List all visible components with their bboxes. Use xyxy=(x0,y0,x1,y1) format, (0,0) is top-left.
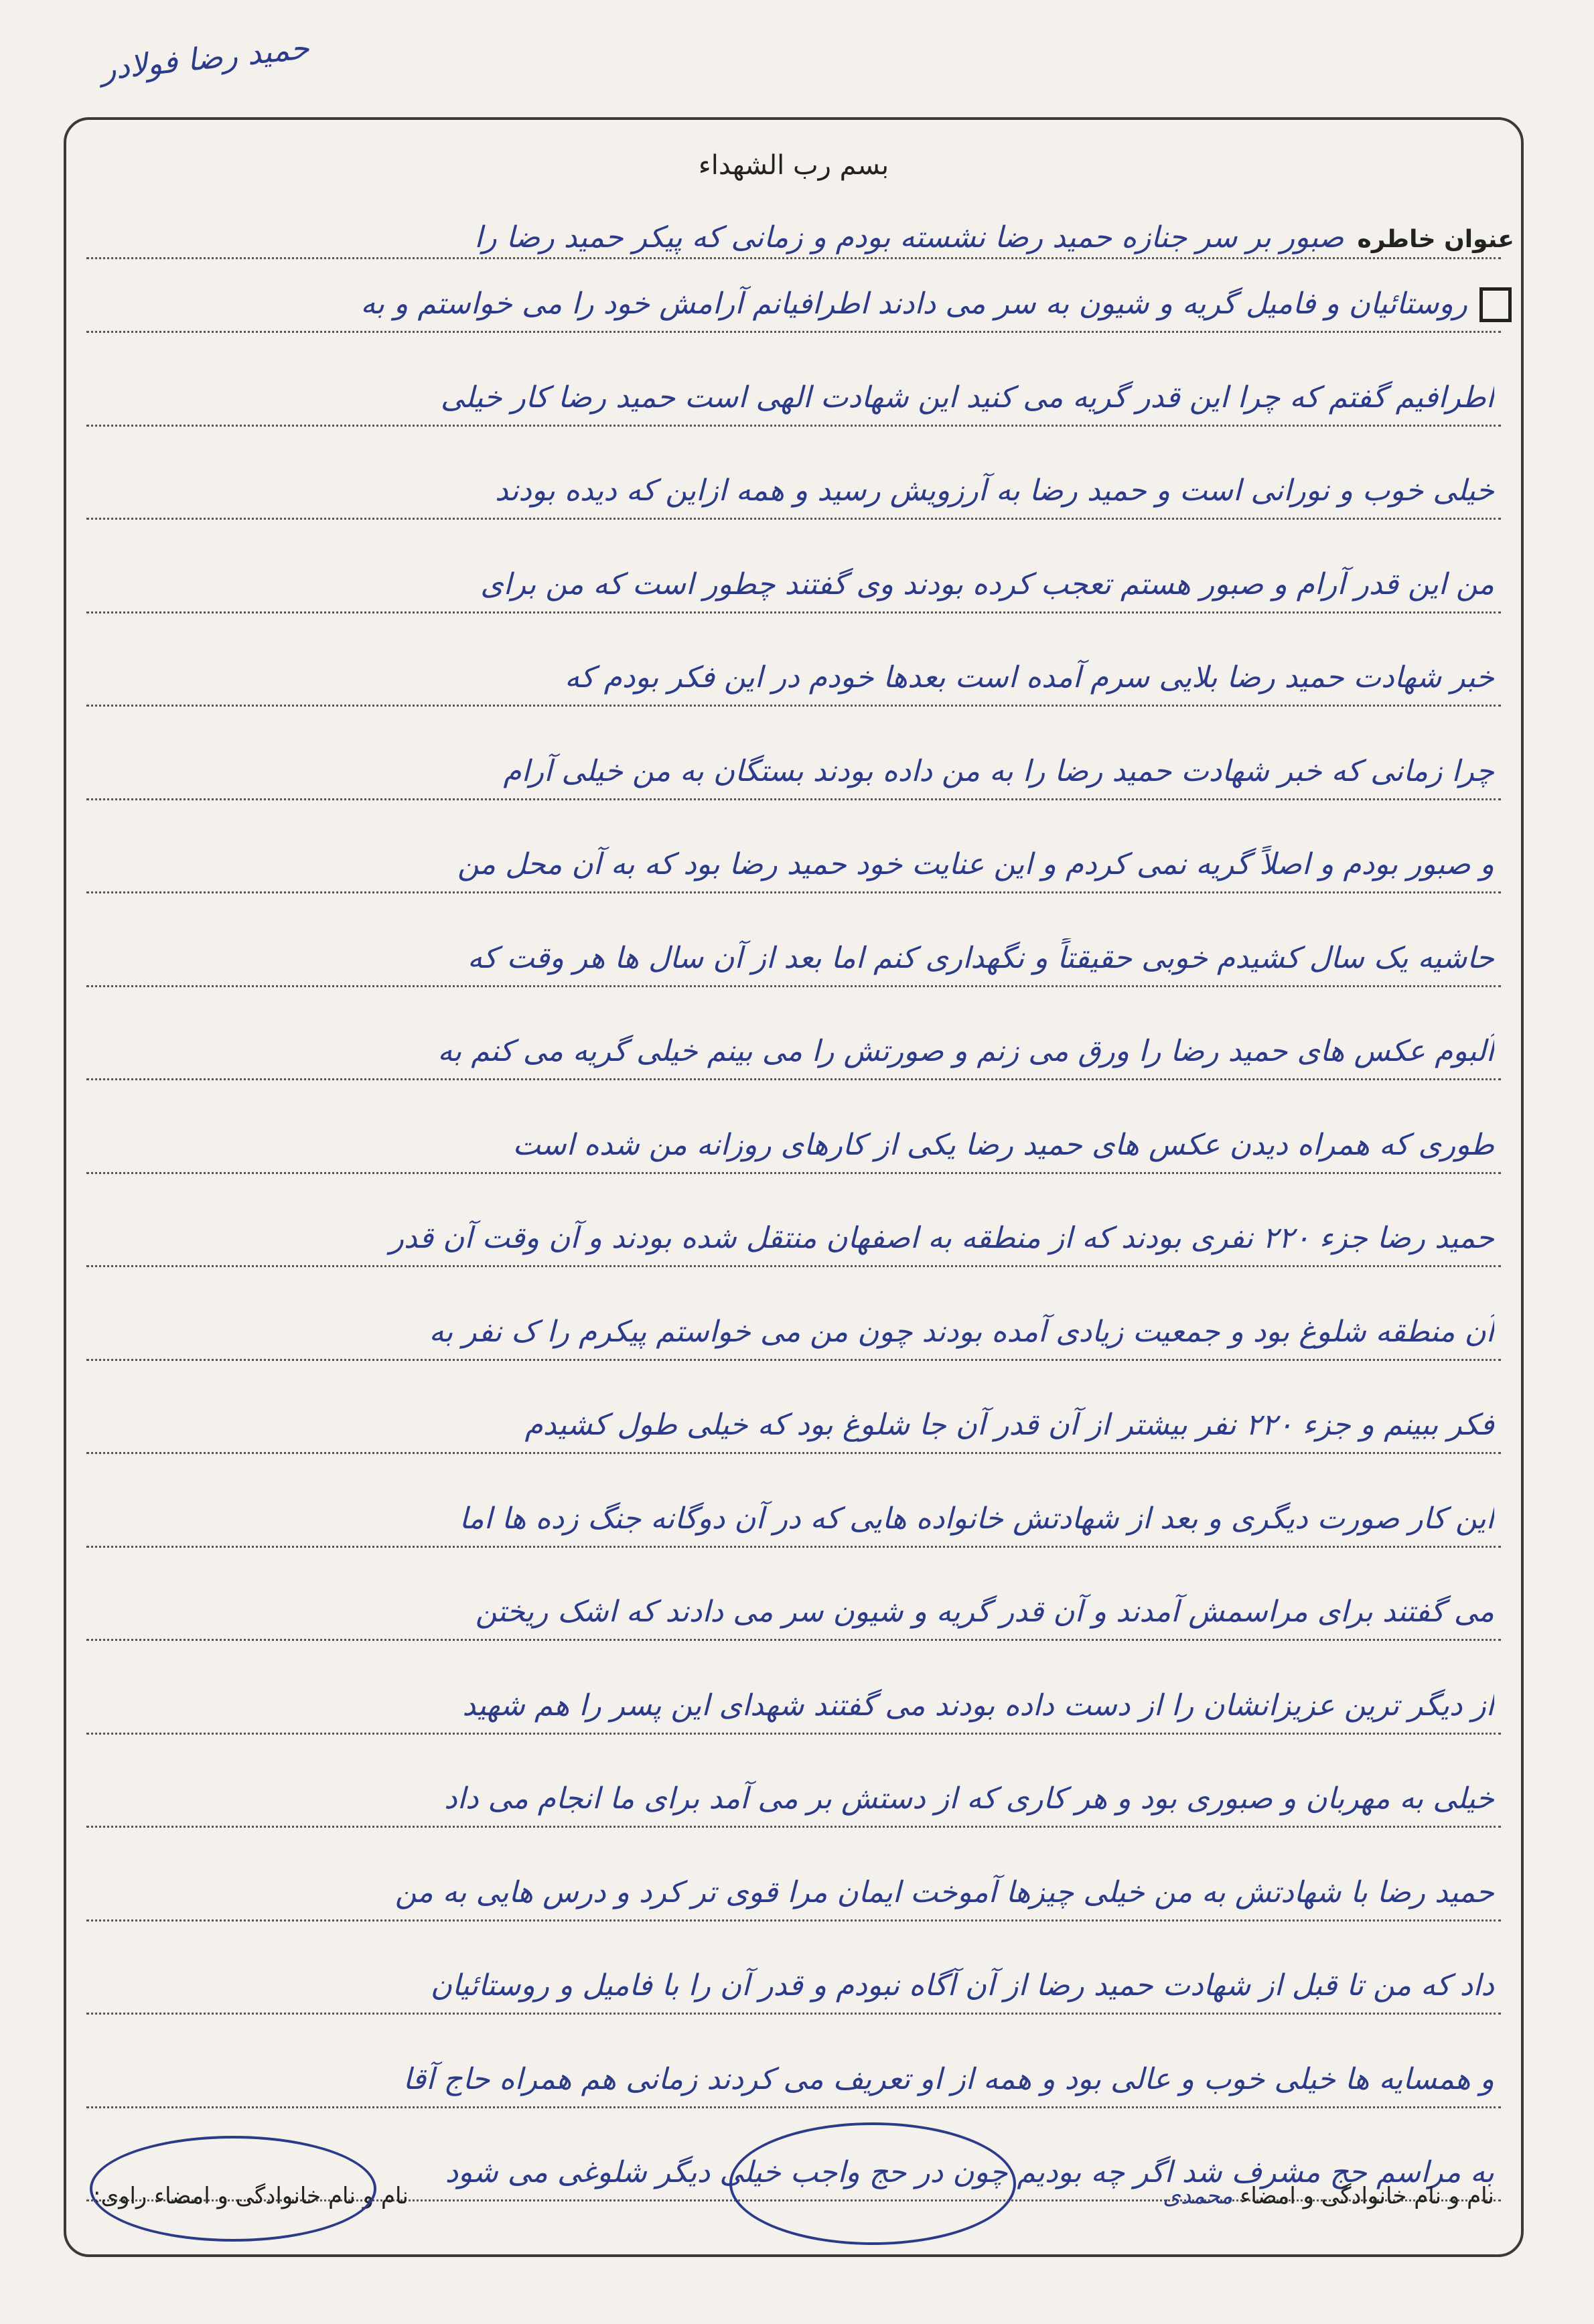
ruled-line xyxy=(86,1359,1501,1361)
ruled-line xyxy=(86,1826,1501,1828)
handwritten-line: من این قدر آرام و صبور هستم تعجب کرده بودند وی گفتند چطور است که من برای xyxy=(480,567,1494,601)
basmala-heading: بسم رب الشهداء xyxy=(698,150,889,181)
handwritten-line: حمید رضا با شهادتش به من خیلی چیزها آموخت ایمان مرا قوی تر کرد و درس هایی به من xyxy=(394,1875,1494,1909)
handwritten-line: خبر شهادت حمید رضا بلایی سرم آمده است بعدها خودم در این فکر بودم که xyxy=(565,660,1494,695)
ruled-line xyxy=(86,798,1501,800)
ruled-line xyxy=(86,1452,1501,1454)
signature-oval-center xyxy=(729,2122,1016,2245)
handwritten-line: چرا زمانی که خبر شهادت حمید رضا را به من داده بودند بستگان به من خیلی آرام xyxy=(503,753,1494,788)
ruled-line xyxy=(86,1172,1501,1174)
title-handwritten: صبور بر سر جنازه حمید رضا نشسته بودم و زمانی که پیکر حمید رضا را xyxy=(474,220,1344,255)
handwritten-line: روستائیان و فامیل گریه و شیون به سر می دادند اطرافیانم آرامش خود را می خواستم و به xyxy=(360,287,1467,321)
narrator-label: نام و نام خانوادگی و امضاء راوی: xyxy=(93,2183,409,2209)
writer-label: نام و نام خانوادگی و امضاء xyxy=(1240,2183,1494,2209)
ruled-line xyxy=(86,705,1501,707)
title-row xyxy=(106,220,1514,255)
ruled-line xyxy=(86,2013,1501,2015)
handwritten-line: آلبوم عکس های حمید رضا را ورق می زنم و صورتش را می بینم خیلی گریه می کنم به xyxy=(437,1034,1494,1069)
handwritten-line: و صبور بودم و اصلاً گریه نمی کردم و این عنایت خود حمید رضا بود که به آن محل من xyxy=(457,847,1494,882)
ruled-line xyxy=(86,257,1501,259)
corner-note: حمید رضا فولادر xyxy=(99,29,311,88)
ruled-line xyxy=(86,1639,1501,1641)
writer-signature-field xyxy=(1163,2183,1494,2209)
ruled-line xyxy=(86,1733,1501,1735)
ruled-line xyxy=(86,891,1501,893)
ruled-line xyxy=(86,2106,1501,2108)
ruled-line xyxy=(86,985,1501,987)
handwritten-line: از دیگر ترین عزیزانشان را از دست داده بودند می گفتند شهدای این پسر را هم شهید xyxy=(462,1688,1494,1723)
title-label: عنوان خاطره xyxy=(1357,226,1514,253)
handwritten-line: به مراسم حج مشرف شد اگر چه بودیم چون در حج واجب خیلی دیگر شلوغی می شود xyxy=(445,2155,1494,2190)
signature-oval-left xyxy=(90,2136,376,2242)
checkbox[interactable] xyxy=(1479,287,1512,322)
memoir-form-sheet xyxy=(64,117,1524,2257)
handwritten-line: و همسایه ها خیلی خوب و عالی بود و همه از او تعریف می کردند زمانی هم همراه حاج آقا xyxy=(403,2061,1494,2096)
handwritten-line: این کار صورت دیگری و بعد از شهادتش خانواده هایی که در آن دوگانه جنگ زده ها اما xyxy=(459,1501,1494,1536)
ruled-line xyxy=(86,1078,1501,1080)
handwritten-line: داد که من تا قبل از شهادت حمید رضا از آن آگاه نبودم و قدر آن را با فامیل و روستائیان xyxy=(430,1968,1494,2003)
handwritten-line: طوری که همراه دیدن عکس های حمید رضا یکی از کارهای روزانه من شده است xyxy=(512,1127,1494,1162)
handwritten-line: آن منطقه شلوغ بود و جمعیت زیادی آمده بودند چون من می خواستم پیکرم را ک نفر به xyxy=(429,1314,1494,1349)
ruled-line xyxy=(86,611,1501,613)
writer-signature: محمدی xyxy=(1163,2183,1233,2209)
handwritten-line: حاشیه یک سال کشیدم خوبی حقیقتاً و نگهداری کنم اما بعد از آن سال ها هر وقت که xyxy=(467,940,1494,975)
ruled-line xyxy=(86,1265,1501,1267)
handwritten-line: خیلی به مهربان و صبوری بود و هر کاری که از دستش بر می آمد برای ما انجام می داد xyxy=(444,1782,1494,1816)
handwritten-line: خیلی خوب و نورانی است و حمید رضا به آرزویش رسید و همه ازاین که دیده بودند xyxy=(494,474,1494,508)
handwritten-line: اطرافیم گفتم که چرا این قدر گریه می کنید این شهادت الهی است حمید رضا کار خیلی xyxy=(440,380,1494,415)
ruled-line xyxy=(86,1546,1501,1548)
ruled-line xyxy=(86,331,1501,333)
ruled-line xyxy=(86,1919,1501,1921)
handwritten-line: حمید رضا جزء ۲۲۰ نفری بودند که از منطقه به اصفهان منتقل شده بودند و آن وقت آن قدر xyxy=(389,1221,1494,1256)
ruled-line xyxy=(86,518,1501,520)
ruled-line xyxy=(86,425,1501,427)
handwritten-line: فکر ببینم و جزء ۲۲۰ نفر بیشتر از آن قدر آن جا شلوغ بود که خیلی طول کشیدم xyxy=(524,1408,1494,1443)
handwritten-line: می گفتند برای مراسمش آمدند و آن قدر گریه و شیون سر می دادند که اشک ریختن xyxy=(475,1595,1494,1629)
